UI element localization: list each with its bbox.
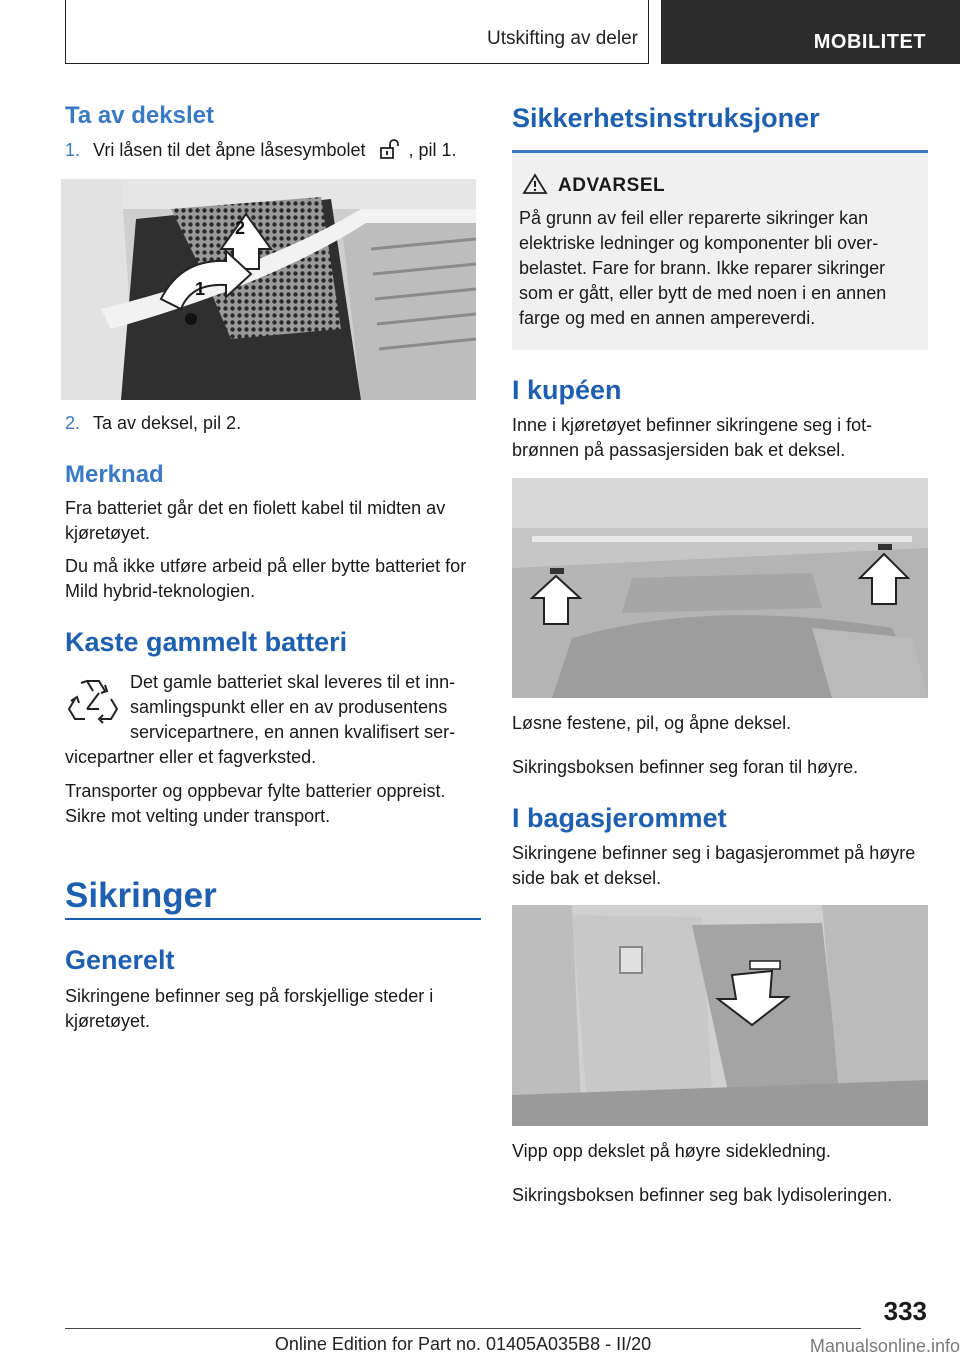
trunk-heading: I bagasjerommet (512, 803, 727, 833)
header-section-title: Utskifting av deler (486, 28, 638, 49)
step-1-text-end: , pil 1. (408, 140, 457, 160)
disposal-line-1: Det gamle batteriet skal leveres til et inn- (130, 672, 456, 692)
note-paragraph-1: Fra batteriet går det en fiolett kabel til midten av kjøretøyet. (65, 498, 446, 543)
footwell-cover-photo (512, 478, 928, 698)
header-chapter-tab: MOBILITET (661, 0, 960, 64)
cabin-location: Sikringsboksen befinner seg foran til høyre. (512, 757, 859, 777)
trunk-cover-photo (512, 905, 928, 1126)
note-heading: Merknad (65, 461, 164, 488)
footer-rule (65, 1328, 861, 1329)
warning-triangle-icon (522, 173, 548, 200)
cabin-step: Løsne festene, pil, og åpne deksel. (512, 713, 792, 733)
general-heading: Generelt (65, 945, 175, 975)
recycle-icon (65, 673, 121, 729)
step-2-text: Ta av deksel, pil 2. (93, 413, 242, 433)
trunk-intro: Sikringene befinner seg i bagasjerommet på høyre side bak et deksel. (512, 843, 916, 888)
step-1 (65, 138, 485, 163)
warning-text: På grunn av feil eller reparerte sikringer kan elektriske ledninger og komponenter bli over-belastet. Fare for brann. Ikke reparer sikringer som er gått, eller bytt de med noen i en annen farge og med en annen ampereverdi. (519, 208, 887, 328)
disposal-line-2: samlingspunkt eller en av produsentens (130, 697, 448, 717)
disposal-line-3: servicepartnere, en annen kvalifisert ser- (130, 722, 456, 742)
unlock-icon (375, 138, 405, 160)
page-number: 333 (883, 1296, 927, 1326)
trunk-location: Sikringsboksen befinner seg bak lydisoleringen. (512, 1185, 893, 1205)
disposal-paragraph-wrap (130, 670, 476, 745)
disposal-paragraph-2: Transporter og oppbevar fylte batterier oppreist. Sikre mot velting under transport. (65, 781, 446, 826)
fuses-heading: Sikringer (65, 876, 217, 915)
disposal-heading: Kaste gammelt batteri (65, 627, 348, 657)
cabin-intro: Inne i kjøretøyet befinner sikringene seg i fot-brønnen på passasjersiden bak et deksel. (512, 415, 873, 460)
note-paragraph-2: Du må ikke utføre arbeid på eller bytte batteriet for Mild hybrid-teknologien. (65, 556, 467, 601)
battery-cover-photo (61, 179, 476, 400)
step-1-text: Vri låsen til det åpne låsesymbolet (93, 140, 366, 160)
step-2-number: 2. (65, 413, 81, 433)
cabin-heading: I kupéen (512, 375, 622, 405)
remove-cover-heading: Ta av dekslet (65, 102, 214, 129)
warning-box (512, 150, 928, 350)
disposal-line-4: vicepartner eller et fagverksted. (65, 747, 317, 767)
photo-label-1: 1 (195, 279, 206, 299)
watermark-link[interactable]: Manualsonline.info (809, 1336, 960, 1356)
step-1-number: 1. (65, 140, 81, 160)
safety-heading: Sikkerhetsinstruksjoner (512, 103, 820, 133)
general-text: Sikringene befinner seg på forskjellige steder i kjøretøyet. (65, 986, 434, 1031)
photo-label-2: 2 (235, 218, 246, 238)
trunk-step: Vipp opp dekslet på høyre sidekledning. (512, 1141, 831, 1161)
warning-title: ADVARSEL (558, 175, 666, 196)
step-2 (65, 411, 241, 436)
fuses-heading-rule (65, 918, 481, 920)
footer-edition: Online Edition for Part no. 01405A035B8 - II/20 (274, 1334, 652, 1354)
